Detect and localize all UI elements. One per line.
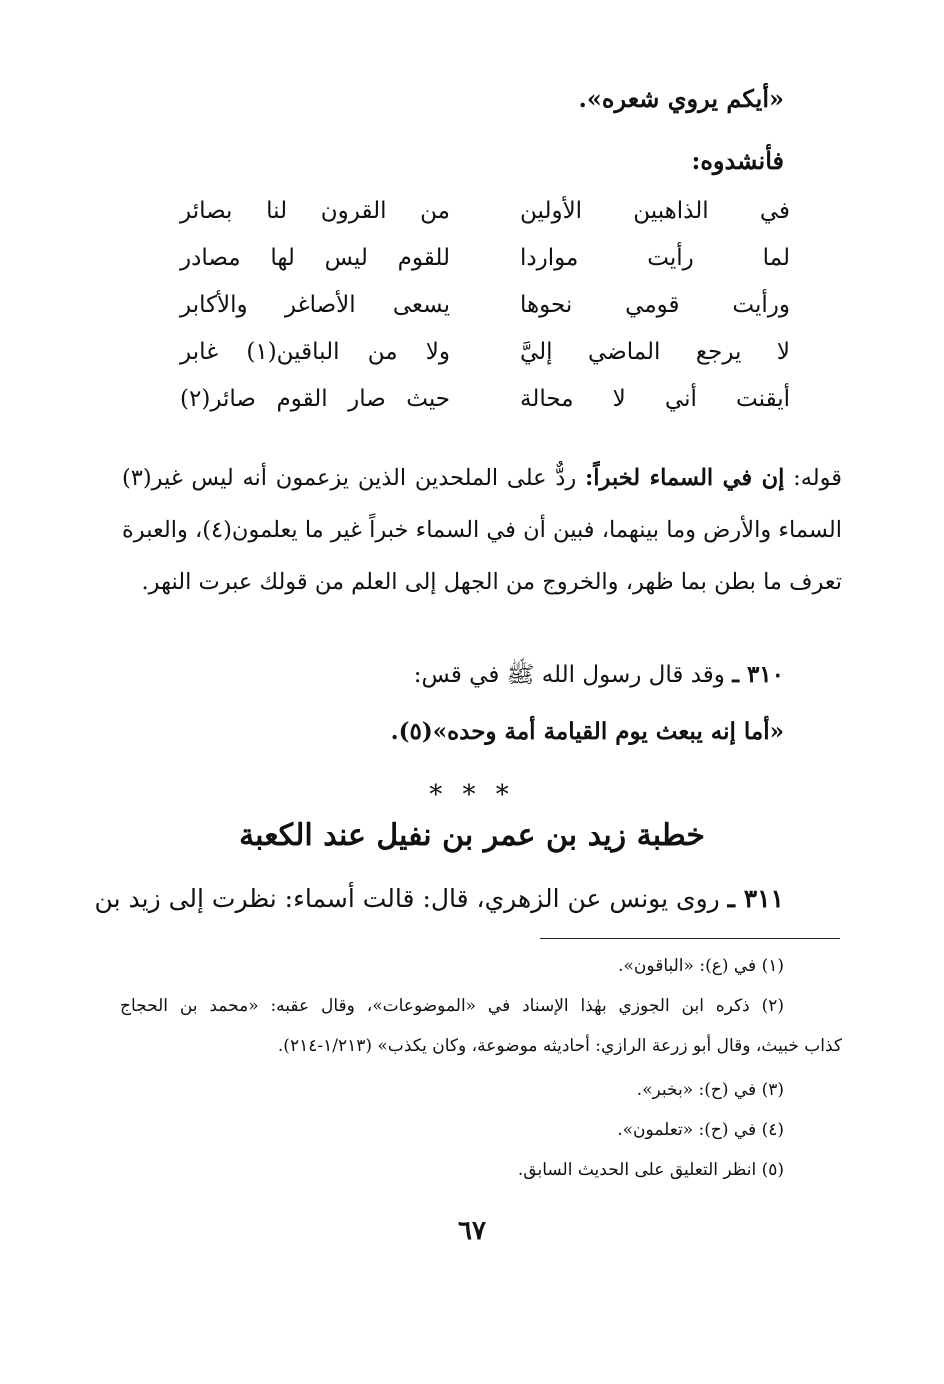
paragraph-lead: قوله: bbox=[793, 465, 843, 491]
hadith-text: وقد قال رسول الله ﷺ في قس: bbox=[413, 662, 725, 688]
section-separator: * * * bbox=[429, 780, 515, 810]
verse-second-hemistich: يسعى الأصاغر والأكابر bbox=[180, 292, 450, 318]
footnote-divider bbox=[540, 938, 840, 939]
hadith-number: ٣١١ ـ bbox=[727, 884, 784, 913]
hadith-310 bbox=[414, 660, 784, 694]
verse-first-hemistich: ورأيت قومي نحوها bbox=[520, 292, 790, 318]
verse-first-hemistich: أيقنت أني لا محالة bbox=[520, 386, 790, 412]
hadith-310-quote: «أما إنه يبعث يوم القيامة أمة وحده»(٥). bbox=[390, 718, 784, 745]
poem-verse bbox=[180, 245, 790, 292]
footnote-5: (٥) انظر التعليق على الحديث السابق. bbox=[517, 1160, 784, 1180]
hadith-311 bbox=[94, 884, 784, 913]
poem-verse bbox=[180, 339, 790, 386]
verse-first-hemistich: في الذاهبين الأولين bbox=[520, 198, 790, 224]
footnote-2: (٢) ذكره ابن الجوزي بهٰذا الإسناد في «الموضوعات»، وقال عقبه: «محمد بن الحجاج bbox=[120, 996, 784, 1016]
verse-second-hemistich: حيث صار القوم صائر(٢) bbox=[180, 386, 450, 412]
quote-line: «أيكم يروي شعره». bbox=[578, 84, 784, 113]
footnote-4: (٤) في (ح): «تعلمون». bbox=[617, 1120, 784, 1140]
verse-second-hemistich: ولا من الباقين(١) غابر bbox=[180, 339, 450, 365]
paragraph-quote: إن في السماء لخبراً: bbox=[584, 465, 785, 491]
page-number: ٦٧ bbox=[458, 1216, 486, 1246]
verse-first-hemistich: لا يرجع الماضي إليَّ bbox=[520, 339, 790, 365]
footnote-3: (٣) في (ح): «بخبر». bbox=[636, 1080, 784, 1100]
commentary-paragraph bbox=[122, 452, 842, 608]
footnote-2-continued: كذاب خبيث، وقال أبو زرعة الرازي: أحاديثه موضوعة، وكان يكذب» (١/٢١٣-٢١٤). bbox=[277, 1036, 842, 1056]
hadith-number: ٣١٠ ـ bbox=[732, 661, 784, 688]
verse-second-hemistich: للقوم ليس لها مصادر bbox=[180, 245, 450, 271]
poem bbox=[180, 198, 790, 433]
recited-line: فأنشدوه: bbox=[691, 146, 784, 175]
poem-verse bbox=[180, 386, 790, 433]
verse-second-hemistich: من القرون لنا بصائر bbox=[180, 198, 450, 224]
poem-verse bbox=[180, 292, 790, 339]
section-heading: خطبة زيد بن عمر بن نفيل عند الكعبة bbox=[239, 818, 705, 853]
hadith-text: روى يونس عن الزهري، قال: قالت أسماء: نظرت إلى زيد بن bbox=[94, 884, 720, 913]
poem-verse bbox=[180, 198, 790, 245]
footnote-1: (١) في (ع): «الباقون». bbox=[618, 956, 784, 976]
paragraph-body: ردٌّ على الملحدين الذين يزعمون أنه ليس غير(٣) السماء والأرض وما بينهما، فبين أن في السماء خبراً غير ما يعلمون(٤)، والعبرة تعرف ما بطن بما ظهر، والخروج من الجهل إلى العلم من قولك عبرت النهر. bbox=[122, 465, 843, 595]
verse-first-hemistich: لما رأيت مواردا bbox=[520, 245, 790, 271]
